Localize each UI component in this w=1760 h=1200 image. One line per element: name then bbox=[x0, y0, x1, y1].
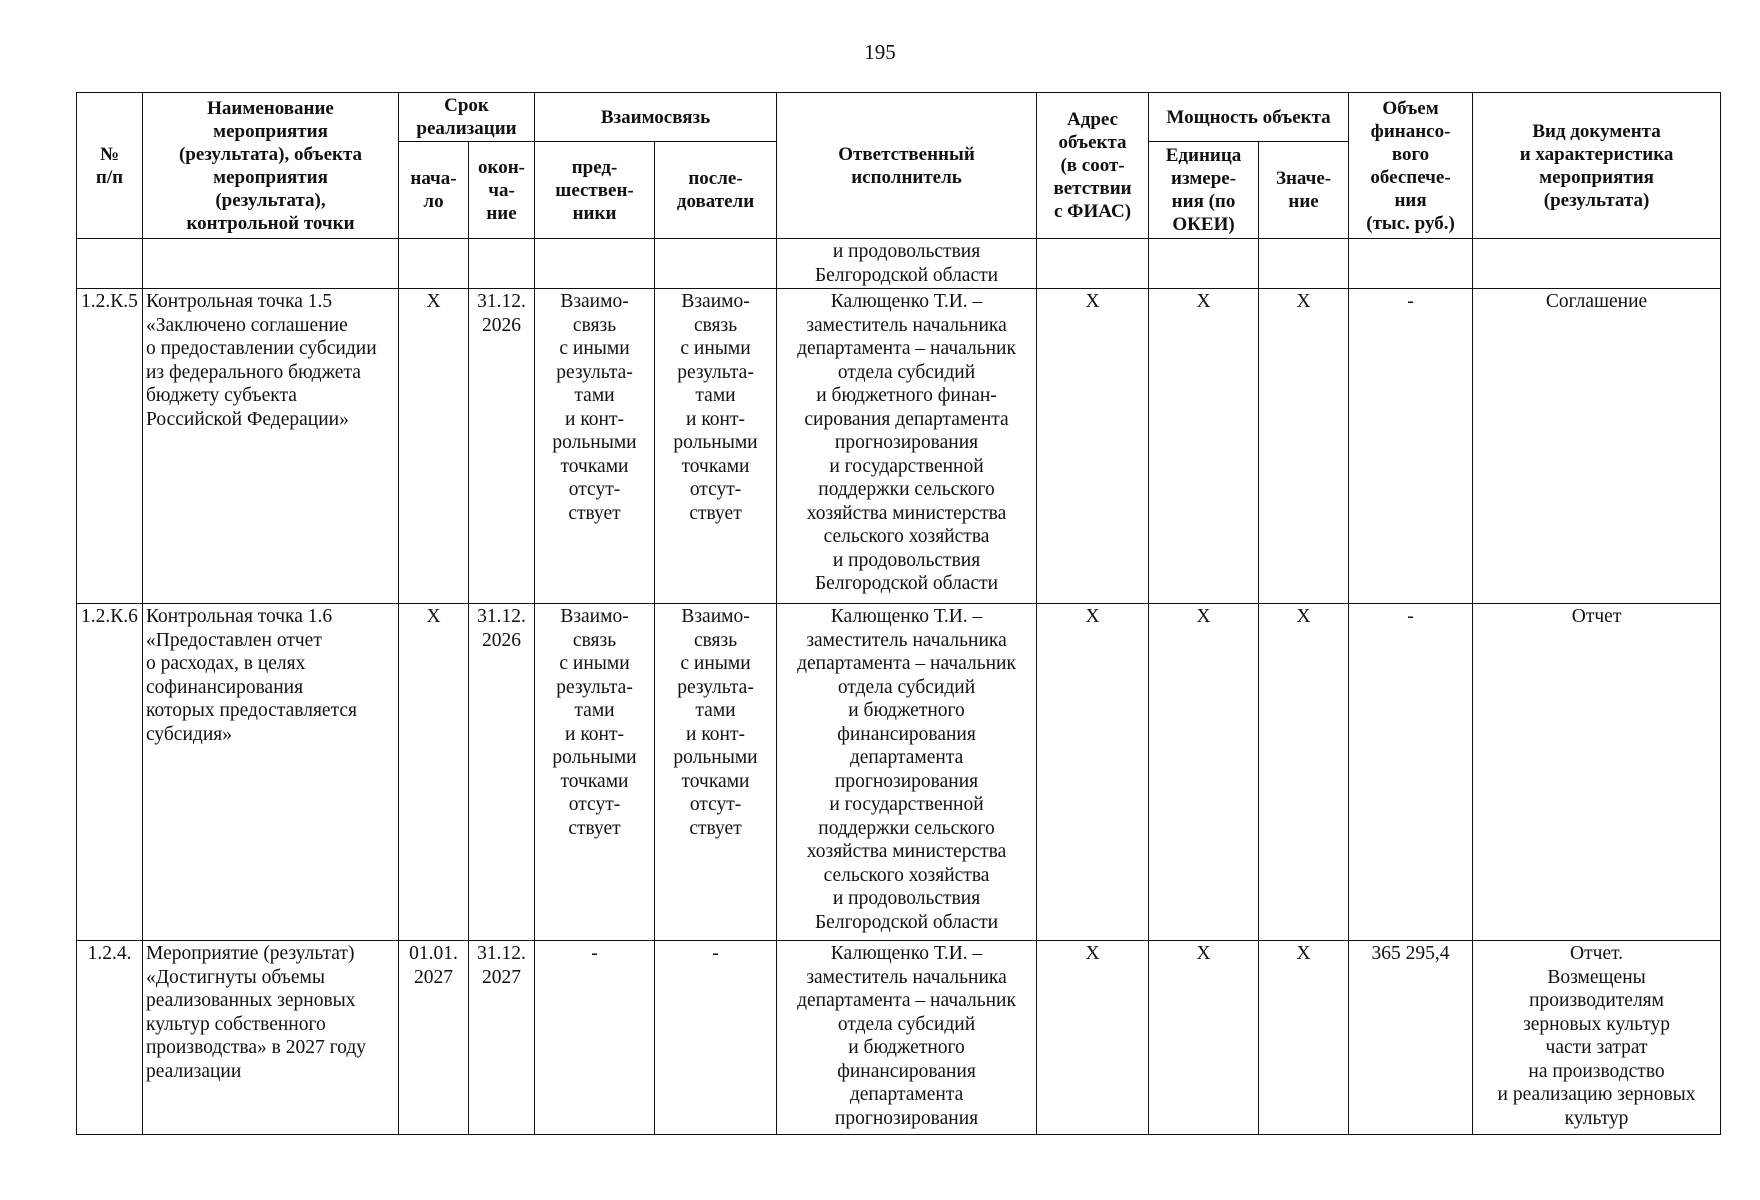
header-term-start: нача- ло bbox=[399, 142, 469, 239]
header-term-end: окон- ча- ние bbox=[469, 142, 535, 239]
cont-value bbox=[1259, 239, 1349, 289]
cont-predecessors bbox=[535, 239, 655, 289]
row-finance: - bbox=[1349, 604, 1473, 941]
cont-finance bbox=[1349, 239, 1473, 289]
cont-start bbox=[399, 239, 469, 289]
header-value: Значе- ние bbox=[1259, 142, 1349, 239]
row-value: Х bbox=[1259, 604, 1349, 941]
row-predecessors: Взаимо- связь с иными результа- тами и конт- рольными точками отсут- ствует bbox=[535, 604, 655, 941]
row-finance: 365 295,4 bbox=[1349, 941, 1473, 1135]
row-address: Х bbox=[1037, 604, 1149, 941]
header-row-1 bbox=[77, 93, 1721, 142]
row-doc-type: Отчет. Возмещены производителям зерновых культур части затрат на производство и реализацию зерновых культур bbox=[1473, 941, 1721, 1135]
continuation-row bbox=[77, 239, 1721, 289]
row-end: 31.12. 2027 bbox=[469, 941, 535, 1135]
row-successors: - bbox=[655, 941, 777, 1135]
row-end: 31.12. 2026 bbox=[469, 289, 535, 604]
row-address: Х bbox=[1037, 941, 1149, 1135]
row-executor: Калющенко Т.И. – заместитель начальника департамента – начальник отдела субсидий и бюджетного финансирования департамента прогнозирования bbox=[777, 941, 1037, 1135]
row-name: Контрольная точка 1.6 «Предоставлен отчет о расходах, в целях софинансирования которых предоставляется субсидия» bbox=[143, 604, 399, 941]
cont-end bbox=[469, 239, 535, 289]
header-executor: Ответственный исполнитель bbox=[777, 93, 1037, 239]
row-num: 1.2.К.6 bbox=[77, 604, 143, 941]
activities-table bbox=[76, 92, 1721, 1135]
row-successors: Взаимо- связь с иными результа- тами и конт- рольными точками отсут- ствует bbox=[655, 604, 777, 941]
header-relation: Взаимосвязь bbox=[535, 93, 777, 142]
row-start: 01.01. 2027 bbox=[399, 941, 469, 1135]
row-num: 1.2.4. bbox=[77, 941, 143, 1135]
table-row bbox=[77, 604, 1721, 941]
table-row bbox=[77, 289, 1721, 604]
row-value: Х bbox=[1259, 289, 1349, 604]
row-unit: Х bbox=[1149, 289, 1259, 604]
row-doc-type: Отчет bbox=[1473, 604, 1721, 941]
header-finance: Объем финансо- вого обеспече- ния (тыс. руб.) bbox=[1349, 93, 1473, 239]
cont-successors bbox=[655, 239, 777, 289]
header-address: Адрес объекта (в соот- ветствии с ФИАС) bbox=[1037, 93, 1149, 239]
row-unit: Х bbox=[1149, 604, 1259, 941]
table-row bbox=[77, 941, 1721, 1135]
header-name: Наименование мероприятия (результата), объекта мероприятия (результата), контрольной точки bbox=[143, 93, 399, 239]
row-executor: Калющенко Т.И. – заместитель начальника департамента – начальник отдела субсидий и бюджетного финансирования департамента прогнозирования и государственной поддержки сельского хозяйства министерства сельского хозяйства и продовольствия Белгородской области bbox=[777, 604, 1037, 941]
row-name: Контрольная точка 1.5 «Заключено соглашение о предоставлении субсидии из федерального бюджета бюджету субъекта Российской Федерации» bbox=[143, 289, 399, 604]
cont-name bbox=[143, 239, 399, 289]
cont-unit bbox=[1149, 239, 1259, 289]
row-address: Х bbox=[1037, 289, 1149, 604]
row-num: 1.2.К.5 bbox=[77, 289, 143, 604]
row-predecessors: Взаимо- связь с иными результа- тами и конт- рольными точками отсут- ствует bbox=[535, 289, 655, 604]
row-executor: Калющенко Т.И. – заместитель начальника департамента – начальник отдела субсидий и бюджетного финан- сирования департамента прогнозирования и государственной поддержки сельского хозяйства министерства сельского хозяйства и продовольствия Белгородской области bbox=[777, 289, 1037, 604]
cont-address bbox=[1037, 239, 1149, 289]
header-term: Срок реализации bbox=[399, 93, 535, 142]
cont-num bbox=[77, 239, 143, 289]
row-doc-type: Соглашение bbox=[1473, 289, 1721, 604]
row-start: Х bbox=[399, 604, 469, 941]
row-unit: Х bbox=[1149, 941, 1259, 1135]
row-start: Х bbox=[399, 289, 469, 604]
row-successors: Взаимо- связь с иными результа- тами и конт- рольными точками отсут- ствует bbox=[655, 289, 777, 604]
row-value: Х bbox=[1259, 941, 1349, 1135]
row-name: Мероприятие (результат) «Достигнуты объемы реализованных зерновых культур собственного производства» в 2027 году реализации bbox=[143, 941, 399, 1135]
header-capacity: Мощность объекта bbox=[1149, 93, 1349, 142]
row-finance: - bbox=[1349, 289, 1473, 604]
row-end: 31.12. 2026 bbox=[469, 604, 535, 941]
header-predecessors: пред- шествен- ники bbox=[535, 142, 655, 239]
header-unit: Единица измере- ния (по ОКЕИ) bbox=[1149, 142, 1259, 239]
cont-executor: и продовольствия Белгородской области bbox=[777, 239, 1037, 289]
cont-doc-type bbox=[1473, 239, 1721, 289]
header-num: № п/п bbox=[77, 93, 143, 239]
header-successors: после- дователи bbox=[655, 142, 777, 239]
row-predecessors: - bbox=[535, 941, 655, 1135]
header-doc-type: Вид документа и характеристика мероприятия (результата) bbox=[1473, 93, 1721, 239]
page-number: 195 bbox=[864, 40, 896, 64]
